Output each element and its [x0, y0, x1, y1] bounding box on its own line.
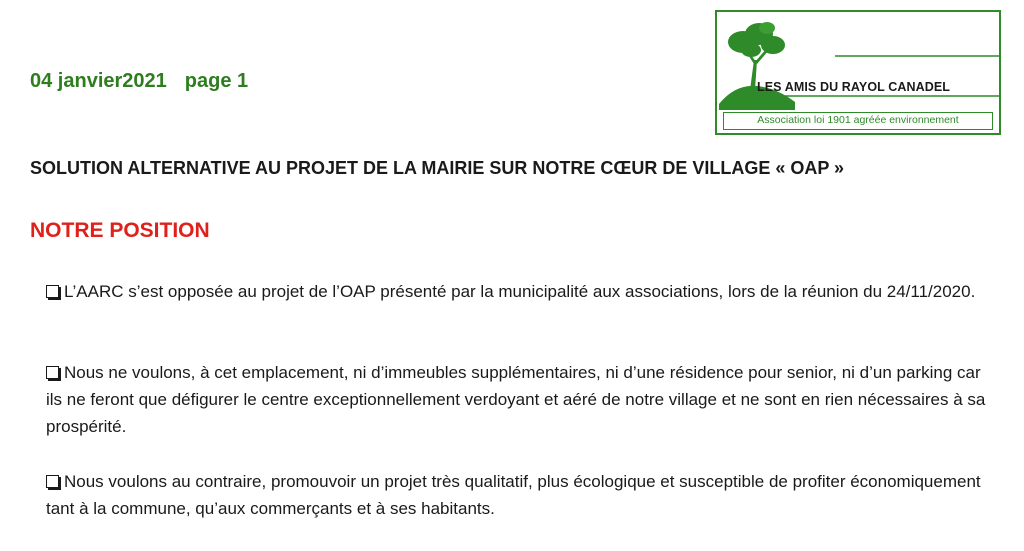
- bullet-paragraph: [46, 468, 986, 522]
- checkbox-bullet-icon: [46, 366, 59, 379]
- checkbox-bullet-icon: [46, 285, 59, 298]
- paragraph-text: Nous voulons au contraire, promouvoir un projet très qualitatif, plus écologique et susceptible de profiter économiquement tant à la commune, qu’aux commerçants et à ses habitants.: [46, 472, 981, 518]
- paragraph-text: Nous ne voulons, à cet emplacement, ni d’immeubles supplémentaires, ni d’une résidence pour senior, ni d’un parking car ils ne feront que défigurer le centre exceptionnellement verdoyant et aéré de notre village et ne sont en rien nécessaires à sa prospérité.: [46, 363, 986, 436]
- date-text: 04 janvier2021: [30, 70, 167, 92]
- date-header: [30, 70, 248, 93]
- association-logo: [715, 10, 1001, 135]
- logo-tagline: Association loi 1901 agréée environnement: [723, 112, 993, 130]
- paragraph-text: L’AARC s’est opposée au projet de l’OAP présenté par la municipalité aux associations, lors de la réunion du 24/11/2020.: [64, 282, 976, 301]
- tree-icon: [717, 12, 1003, 112]
- bullet-paragraph: [46, 278, 986, 305]
- bullet-paragraph: [46, 359, 986, 440]
- page-number: page 1: [184, 70, 249, 92]
- checkbox-bullet-icon: [46, 475, 59, 488]
- section-heading: NOTRE POSITION: [30, 219, 210, 242]
- document-title: SOLUTION ALTERNATIVE AU PROJET DE LA MAIRIE SUR NOTRE CŒUR DE VILLAGE « OAP »: [30, 158, 845, 178]
- logo-name: LES AMIS DU RAYOL CANADEL: [757, 80, 951, 94]
